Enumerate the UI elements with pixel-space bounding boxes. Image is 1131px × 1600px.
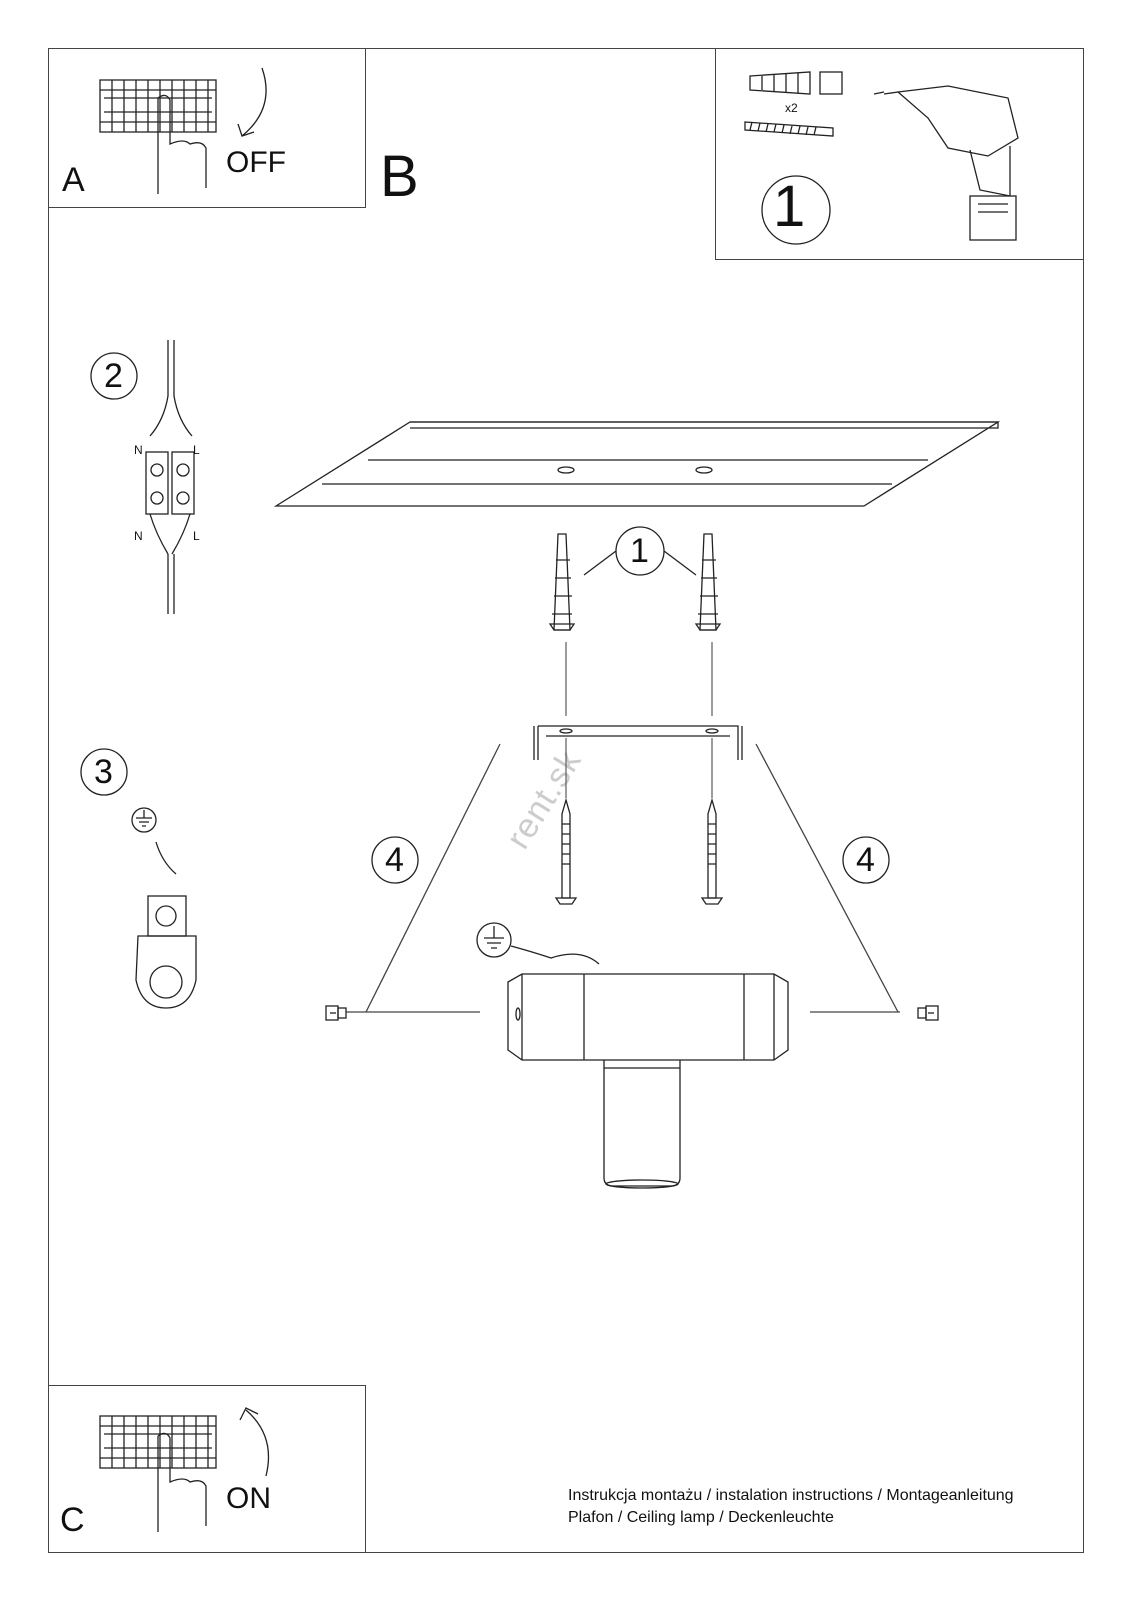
wall-dowel-right (696, 534, 720, 630)
wiring-label-top-n: N (134, 443, 143, 457)
grub-screw-right (918, 1006, 938, 1020)
screw-icon (745, 122, 833, 136)
step-4-number-right: 4 (856, 841, 875, 879)
wiring-label-bottom-n: N (134, 529, 143, 543)
step-1-circle (762, 176, 830, 244)
arrow-down-icon (238, 68, 266, 136)
drill-icon (874, 86, 1018, 240)
step-3-number: 3 (94, 753, 113, 791)
tools-step-number: 1 (773, 174, 806, 239)
step-4-number-left: 4 (385, 841, 404, 879)
tools-quantity: x2 (785, 101, 798, 115)
arrow-up-icon (240, 1408, 269, 1476)
panel-c-letter: C (60, 1501, 85, 1539)
ceiling-plate (276, 422, 998, 506)
wall-dowel-left (550, 534, 574, 630)
ground-symbol-icon (132, 808, 156, 832)
footer-line-1: Instrukcja montażu / instalation instructions / Montageanleitung (568, 1487, 1014, 1504)
wiring-terminal-icon (146, 340, 194, 614)
panel-a-letter: A (62, 161, 85, 199)
ground-terminal-icon (136, 842, 196, 1008)
long-screw-left (556, 800, 576, 904)
step-1-dowel-number: 1 (630, 532, 649, 570)
dowel-icon (750, 72, 842, 94)
ground-symbol-lamp (477, 923, 599, 964)
mounting-bracket (534, 726, 742, 760)
panel-a-caption: OFF (226, 146, 286, 179)
wiring-label-bottom-l: L (193, 529, 200, 543)
long-screw-right (702, 800, 722, 904)
ceiling-lamp-body (508, 974, 788, 1188)
watermark: rent.sk (499, 742, 590, 856)
wiring-label-top-l: L (193, 443, 200, 457)
panel-c-caption: ON (226, 1482, 271, 1515)
panel-b-letter: B (380, 144, 419, 209)
grub-screw-left (326, 1006, 346, 1020)
hand-icon (158, 95, 206, 194)
step-2-number: 2 (104, 357, 123, 395)
footer-line-2: Plafon / Ceiling lamp / Deckenleuchte (568, 1509, 834, 1526)
